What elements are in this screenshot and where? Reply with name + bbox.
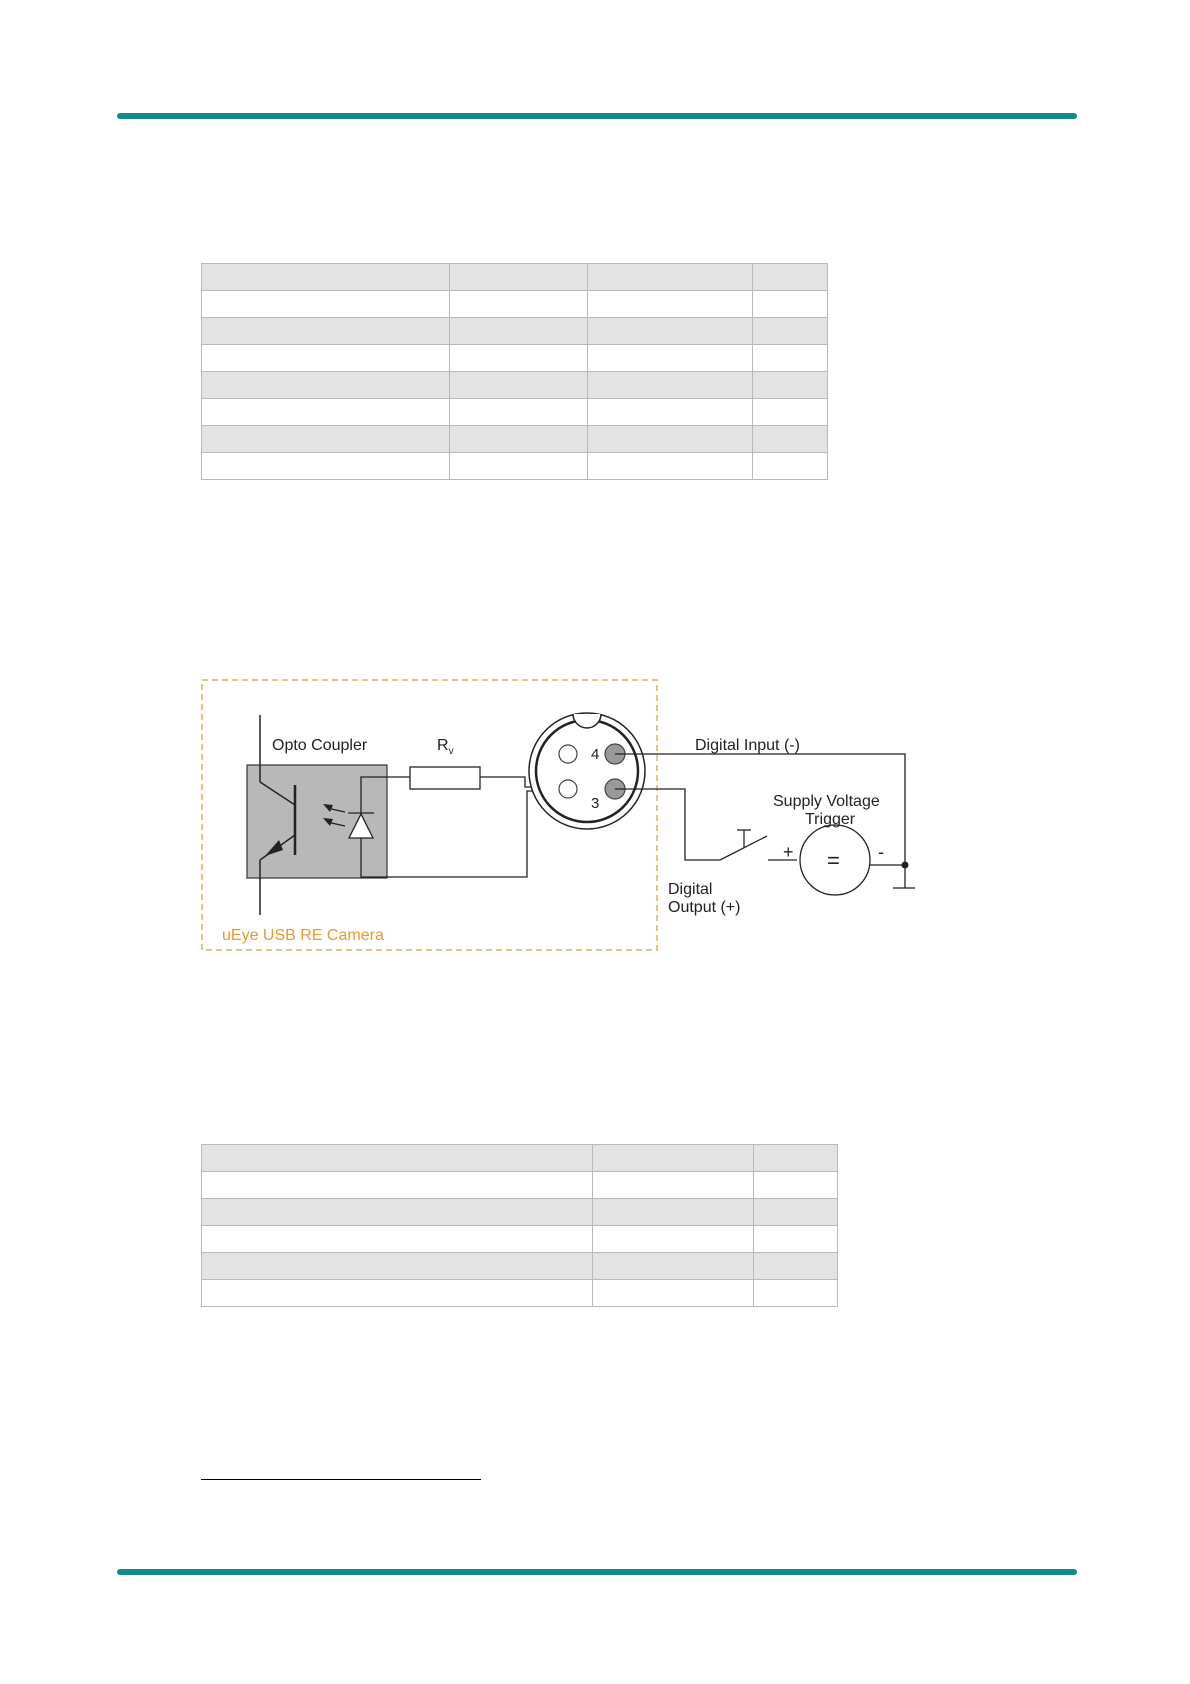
table-cell [754, 1280, 838, 1307]
table-row [202, 1145, 838, 1172]
table-cell [754, 1199, 838, 1226]
table-cell [450, 426, 588, 453]
connector-pin-1 [559, 745, 577, 763]
table-cell [753, 399, 828, 426]
table-cell [202, 1253, 593, 1280]
header-rule [117, 113, 1077, 119]
table-cell [753, 345, 828, 372]
wiring-diagram [195, 670, 915, 970]
resistor-rv [410, 767, 480, 789]
digital-output-label-line2: Output (+) [668, 899, 741, 916]
table-row [202, 1172, 838, 1199]
table-cell [753, 426, 828, 453]
table-cell [202, 426, 450, 453]
table-cell [202, 399, 450, 426]
pin-3-label: 3 [591, 795, 600, 812]
table-row [202, 345, 828, 372]
table-cell [754, 1145, 838, 1172]
table-cell [754, 1226, 838, 1253]
table-cell [450, 345, 588, 372]
table-row [202, 426, 828, 453]
table-cell [588, 291, 753, 318]
table-row [202, 1199, 838, 1226]
table-cell [753, 291, 828, 318]
table-cell [753, 318, 828, 345]
pin-4-label: 4 [591, 746, 600, 763]
table-cell [593, 1253, 754, 1280]
table-cell [202, 1280, 593, 1307]
opto-coupler-label: Opto Coupler [272, 737, 368, 754]
table-cell [202, 1226, 593, 1253]
spec-table-2 [201, 1144, 838, 1307]
table-row [202, 1280, 838, 1307]
table-cell [450, 291, 588, 318]
table-row [202, 264, 828, 291]
table-cell [450, 318, 588, 345]
table-cell [588, 318, 753, 345]
supply-voltage-label: Supply Voltage [773, 793, 880, 810]
table-cell [588, 372, 753, 399]
table-cell [593, 1226, 754, 1253]
table-cell [754, 1172, 838, 1199]
table-cell [588, 399, 753, 426]
table-cell [202, 1172, 593, 1199]
table-cell [753, 264, 828, 291]
footer-rule [117, 1569, 1077, 1575]
digital-input-label: Digital Input (-) [695, 737, 800, 754]
dc-symbol: = [827, 848, 840, 873]
opto-coupler-block [247, 765, 387, 878]
digital-output-label-line1: Digital [668, 881, 713, 898]
footnote-rule [201, 1479, 481, 1480]
plus-label: + [783, 842, 794, 862]
table-cell [588, 453, 753, 480]
table-row [202, 318, 828, 345]
table-cell [202, 291, 450, 318]
spec-table-1 [201, 263, 828, 480]
table-cell [588, 264, 753, 291]
trigger-label: Trigger [805, 811, 856, 828]
table-cell [593, 1199, 754, 1226]
table-cell [450, 264, 588, 291]
table-cell [202, 1145, 593, 1172]
table-cell [202, 318, 450, 345]
table-row [202, 1253, 838, 1280]
table-row [202, 291, 828, 318]
table-cell [593, 1145, 754, 1172]
table-cell [754, 1253, 838, 1280]
table-row [202, 1226, 838, 1253]
table-cell [450, 399, 588, 426]
table-row [202, 453, 828, 480]
camera-label: uEye USB RE Camera [222, 927, 384, 944]
connector-pin-2 [559, 780, 577, 798]
table-cell [202, 1199, 593, 1226]
table-cell [450, 372, 588, 399]
table-cell [202, 345, 450, 372]
table-cell [593, 1172, 754, 1199]
table-cell [202, 453, 450, 480]
table-cell [753, 372, 828, 399]
table-cell [593, 1280, 754, 1307]
table-row [202, 372, 828, 399]
table-cell [450, 453, 588, 480]
table-cell [588, 426, 753, 453]
resistor-label: $R_v$ [437, 737, 454, 757]
table-cell [202, 264, 450, 291]
table-cell [588, 345, 753, 372]
table-cell [202, 372, 450, 399]
table-cell [753, 453, 828, 480]
connector-inner [536, 720, 638, 822]
minus-label: - [878, 842, 884, 862]
table-row [202, 399, 828, 426]
